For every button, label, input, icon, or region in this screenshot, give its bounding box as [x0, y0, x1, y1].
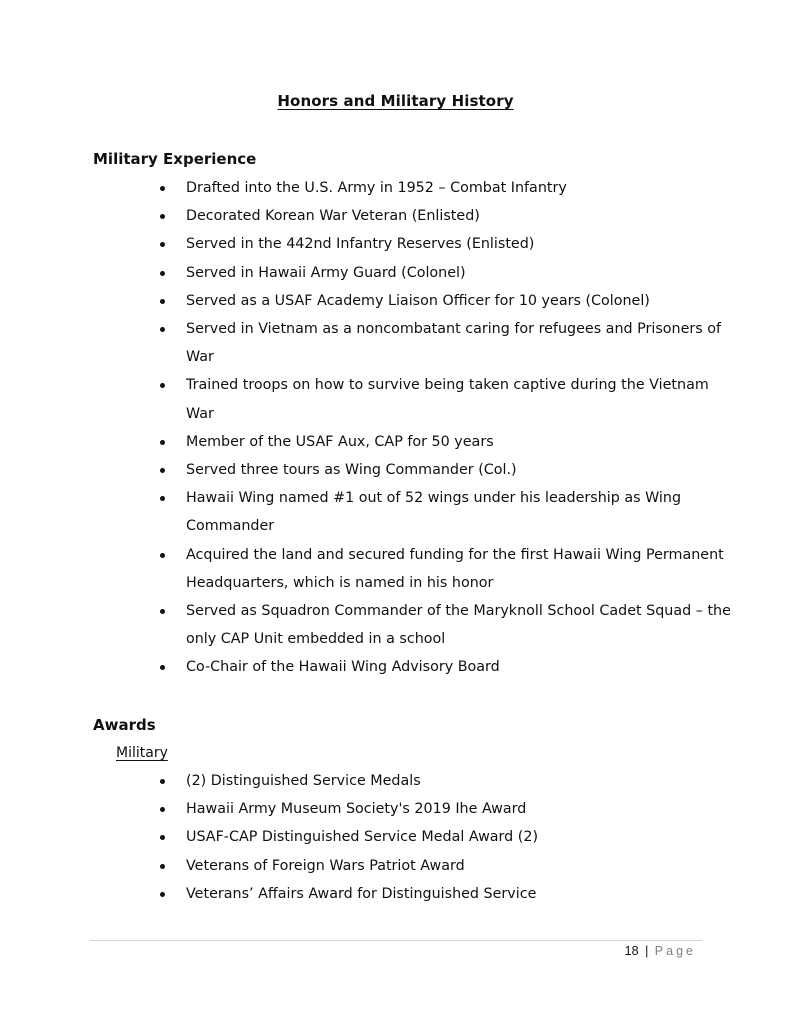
- bullet-icon: [160, 440, 165, 445]
- page-footer: [625, 944, 696, 958]
- bullet-icon: [160, 242, 165, 247]
- bullet-icon: [160, 496, 165, 501]
- list-item: Acquired the land and secured funding for the first Hawaii Wing Permanent Headquarters, which is named in his honor: [0, 541, 791, 597]
- bullet-icon: [160, 779, 165, 784]
- page-title: Honors and Military History: [277, 92, 514, 110]
- list-item: Hawaii Army Museum Society's 2019 Ihe Award: [0, 795, 791, 823]
- list-item: Served as a USAF Academy Liaison Officer for 10 years (Colonel): [0, 287, 791, 315]
- list-item: Hawaii Wing named #1 out of 52 wings under his leadership as Wing Commander: [0, 484, 791, 540]
- list-item: (2) Distinguished Service Medals: [0, 767, 791, 795]
- list-item: Co-Chair of the Hawaii Wing Advisory Board: [0, 653, 791, 681]
- bullet-icon: [160, 271, 165, 276]
- section-heading-military-experience: Military Experience: [93, 150, 257, 168]
- list-item: Veterans’ Affairs Award for Distinguished Service: [0, 880, 791, 908]
- bullet-icon: [160, 327, 165, 332]
- subheading-military: Military: [116, 745, 168, 761]
- bullet-icon: [160, 553, 165, 558]
- list-item: Served in the 442nd Infantry Reserves (Enlisted): [0, 230, 791, 258]
- section-heading-awards: Awards: [93, 716, 156, 734]
- bullet-icon: [160, 807, 165, 812]
- bullet-icon: [160, 468, 165, 473]
- list-item: Served three tours as Wing Commander (Col.): [0, 456, 791, 484]
- list-item: Served in Vietnam as a noncombatant caring for refugees and Prisoners of War: [0, 315, 791, 371]
- list-item: Served as Squadron Commander of the Maryknoll School Cadet Squad – the only CAP Unit embedded in a school: [0, 597, 791, 653]
- list-item: Decorated Korean War Veteran (Enlisted): [0, 202, 791, 230]
- list-item: USAF-CAP Distinguished Service Medal Award (2): [0, 823, 791, 851]
- bullet-icon: [160, 214, 165, 219]
- bullet-icon: [160, 609, 165, 614]
- list-item: Served in Hawaii Army Guard (Colonel): [0, 259, 791, 287]
- list-item: Trained troops on how to survive being taken captive during the Vietnam War: [0, 371, 791, 427]
- bullet-icon: [160, 383, 165, 388]
- footer-separator: |: [645, 944, 649, 958]
- military-experience-list: [0, 174, 791, 682]
- list-item: Member of the USAF Aux, CAP for 50 years: [0, 428, 791, 456]
- footer-divider: [90, 940, 702, 941]
- bullet-icon: [160, 835, 165, 840]
- list-item: Drafted into the U.S. Army in 1952 – Combat Infantry: [0, 174, 791, 202]
- bullet-icon: [160, 892, 165, 897]
- bullet-icon: [160, 299, 165, 304]
- bullet-icon: [160, 665, 165, 670]
- military-awards-list: [0, 767, 791, 908]
- page-label: Page: [654, 944, 696, 958]
- page-number: 18: [624, 944, 639, 958]
- bullet-icon: [160, 864, 165, 869]
- list-item: Veterans of Foreign Wars Patriot Award: [0, 852, 791, 880]
- bullet-icon: [160, 186, 165, 191]
